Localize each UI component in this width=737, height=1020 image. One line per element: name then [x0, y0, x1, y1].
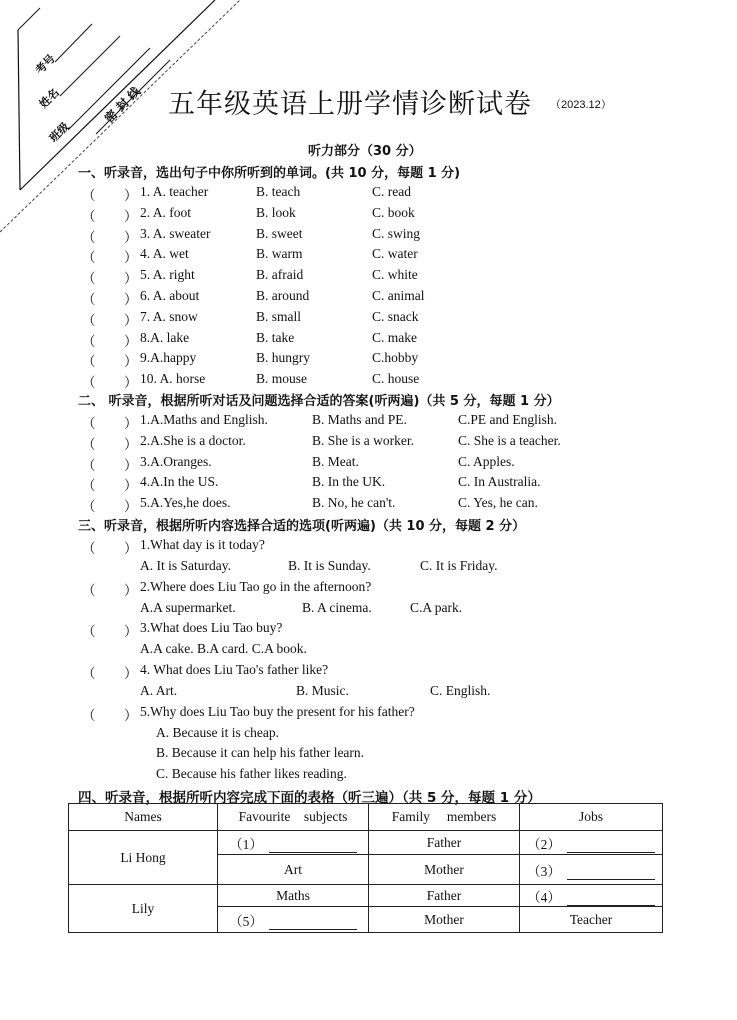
s3-q2-question: 2.Where does Liu Tao go in the afternoon? — [140, 579, 372, 594]
table-blank-cell[interactable] — [520, 855, 663, 885]
answer-paren-close: ） — [124, 250, 138, 266]
s2-option-a: 2.A.She is a doctor. — [140, 432, 246, 448]
s1-option-b: B. teach — [256, 184, 301, 199]
answer-blank[interactable] — [269, 917, 357, 930]
answer-paren-open[interactable]: （ — [82, 333, 96, 349]
section1-heading: 一、听录音，选出句子中你所听到的单词。(共 10 分，每题 1 分) — [78, 166, 461, 181]
answer-paren-open[interactable]: （ — [82, 229, 96, 245]
s1-option-b: B. warm — [256, 246, 303, 262]
answer-paren-close: ） — [124, 416, 138, 431]
s1-option-a: 5. A. right — [140, 267, 195, 283]
answer-paren-open[interactable]: （ — [82, 436, 96, 452]
answer-paren-open[interactable]: （ — [82, 292, 96, 307]
answer-paren-close: ） — [124, 354, 138, 370]
answer-blank[interactable] — [269, 840, 357, 853]
s1-option-b: B. mouse — [256, 371, 308, 387]
s1-option-c: C. snack — [372, 308, 419, 324]
blank-number: （2） — [527, 836, 561, 852]
s3-q5-option-c: C. Because his father likes reading. — [156, 766, 347, 781]
blank-number: （4） — [527, 889, 561, 905]
s3-q3-question: 3.What does Liu Tao buy? — [140, 620, 283, 635]
answer-paren-open[interactable]: （ — [82, 312, 96, 328]
answer-paren-close: ） — [124, 541, 138, 557]
s3-q1-option-b: B. It is Sunday. — [288, 558, 371, 573]
s2-option-b: B. In the UK. — [312, 474, 386, 490]
answer-paren-open[interactable]: （ — [82, 457, 96, 473]
s2-option-a: 1.A.Maths and English. — [140, 412, 268, 427]
answer-paren-open[interactable]: （ — [82, 354, 96, 370]
answer-paren-open[interactable]: （ — [82, 708, 96, 724]
answer-paren-close: ） — [124, 208, 138, 224]
class-label: 班级 — [46, 119, 72, 145]
blank-number: （5） — [229, 913, 263, 929]
s1-option-c: C.hobby — [372, 350, 419, 366]
s2-option-c: C. In Australia. — [458, 474, 541, 490]
s1-option-a: 10. A. horse — [140, 371, 206, 387]
s2-option-c: C. Yes, he can. — [458, 495, 538, 511]
answer-paren-close: ） — [124, 333, 138, 349]
blank-number: （1） — [229, 836, 263, 852]
answer-paren-close: ） — [124, 188, 138, 203]
table-cell: Mother — [369, 907, 520, 933]
table-cell: Teacher — [520, 907, 663, 933]
s1-option-b: B. hungry — [256, 350, 310, 366]
s2-option-c: C.PE and English. — [458, 412, 558, 427]
s1-option-a: 6. A. about — [140, 288, 200, 303]
s1-option-a: 1. A. teacher — [140, 184, 209, 199]
table-cell: Father — [369, 885, 520, 907]
s1-option-b: B. sweet — [256, 225, 303, 241]
answer-paren-open[interactable]: （ — [82, 188, 96, 203]
table-blank-cell[interactable] — [218, 907, 369, 933]
answer-paren-close: ） — [124, 271, 138, 287]
section2-heading: 二、 听录音，根据所听对话及问题选择合适的答案(听两遍)（共 5 分，每题 1 分） — [78, 394, 560, 409]
answer-paren-open[interactable]: （ — [82, 478, 96, 494]
s2-option-c: C. She is a teacher. — [458, 432, 561, 448]
s3-q2-option-b: B. A cinema. — [302, 600, 372, 615]
s1-option-c: C. make — [372, 329, 417, 345]
page-title: 五年级英语上册学情诊断试卷 — [168, 89, 532, 120]
exam-date: （2023.12） — [550, 99, 612, 111]
table-name-cell: Lily — [69, 885, 218, 933]
s1-option-c: C. swing — [372, 225, 421, 241]
table-header: Names — [69, 804, 218, 831]
s2-option-b: B. Meat. — [312, 453, 359, 469]
answer-paren-close: ） — [124, 583, 138, 599]
s2-option-b: B. She is a worker. — [312, 432, 414, 448]
table-header: Family members — [369, 804, 520, 831]
answer-blank[interactable] — [567, 893, 655, 906]
s1-option-a: 7. A. snow — [140, 308, 198, 324]
s3-q1-question: 1.What day is it today? — [140, 537, 265, 552]
table-cell: Art — [218, 855, 369, 885]
s3-q4-option-b: B. Music. — [296, 683, 349, 698]
s1-option-a: 8.A. lake — [140, 329, 190, 345]
s1-option-c: C. white — [372, 267, 418, 283]
s3-q1-option-a: A. It is Saturday. — [140, 558, 231, 573]
s1-option-b: B. around — [256, 288, 310, 303]
answer-paren-open[interactable]: （ — [82, 541, 96, 557]
answer-paren-open[interactable]: （ — [82, 208, 96, 224]
table-cell: Father — [369, 831, 520, 855]
s2-option-b: B. No, he can't. — [312, 495, 396, 511]
answer-paren-close: ） — [124, 375, 138, 391]
answer-paren-open[interactable]: （ — [82, 624, 96, 640]
s3-q5-option-a: A. Because it is cheap. — [156, 725, 279, 740]
answer-paren-open[interactable]: （ — [82, 666, 96, 682]
s1-option-b: B. afraid — [256, 267, 304, 283]
s1-option-b: B. look — [256, 204, 296, 220]
blank-number: （3） — [527, 863, 561, 879]
table-blank-cell[interactable] — [520, 831, 663, 855]
s1-option-c: C. book — [372, 204, 415, 220]
s1-option-b: B. small — [256, 308, 302, 324]
answer-blank[interactable] — [567, 867, 655, 880]
s1-option-a: 2. A. foot — [140, 204, 192, 220]
s3-q4-question: 4. What does Liu Tao's father like? — [140, 662, 329, 677]
s3-q1-option-c: C. It is Friday. — [420, 558, 498, 573]
table-header: Jobs — [520, 804, 663, 831]
answer-paren-close: ） — [124, 478, 138, 494]
s1-option-a: 4. A. wet — [140, 246, 189, 262]
answer-paren-open[interactable]: （ — [82, 583, 96, 599]
s1-option-c: C. read — [372, 184, 411, 199]
answer-paren-close: ） — [124, 229, 138, 245]
s1-option-c: C. animal — [372, 288, 425, 303]
s3-q5-question: 5.Why does Liu Tao buy the present for his father? — [140, 704, 415, 719]
s2-option-c: C. Apples. — [458, 453, 515, 469]
s1-option-c: C. house — [372, 371, 420, 387]
answer-blank[interactable] — [567, 840, 655, 853]
s2-option-a: 3.A.Oranges. — [140, 453, 212, 469]
answer-paren-open[interactable]: （ — [82, 499, 96, 515]
answer-paren-open[interactable]: （ — [82, 271, 96, 287]
answer-paren-open[interactable]: （ — [82, 250, 96, 266]
table-blank-cell[interactable] — [520, 885, 663, 907]
s1-option-a: 9.A.happy — [140, 350, 197, 366]
answer-paren-open[interactable]: （ — [82, 416, 96, 431]
s3-q5-option-b: B. Because it can help his father learn. — [156, 745, 365, 760]
s3-q3-options: A.A cake. B.A card. C.A book. — [140, 641, 307, 656]
answer-paren-close: ） — [124, 436, 138, 452]
answer-paren-close: ） — [124, 292, 138, 307]
table-header: Favourite subjects — [218, 804, 369, 831]
answer-paren-close: ） — [124, 666, 138, 682]
name-label: 姓名 — [36, 85, 62, 111]
s2-option-a: 4.A.In the US. — [140, 474, 219, 490]
answer-paren-close: ） — [124, 312, 138, 328]
table-name-cell: Li Hong — [69, 831, 218, 885]
s1-option-a: 3. A. sweater — [140, 225, 211, 241]
answer-paren-open[interactable]: （ — [82, 375, 96, 391]
s3-q4-option-c: C. English. — [430, 683, 491, 698]
part-title: 听力部分（30 分） — [308, 144, 422, 159]
section4-heading: 四、听录音，根据所听内容完成下面的表格（听三遍）（共 5 分，每题 1 分） — [78, 790, 541, 806]
section3-heading: 三、听录音，根据所听内容选择合适的选项(听两遍)（共 10 分，每题 2 分） — [78, 519, 526, 534]
s2-option-a: 5.A.Yes,he does. — [140, 495, 231, 511]
exam-number-label: 考号 — [32, 51, 58, 77]
s2-option-b: B. Maths and PE. — [312, 412, 407, 427]
s1-option-b: B. take — [256, 329, 295, 345]
s3-q4-option-a: A. Art. — [140, 683, 178, 698]
answer-paren-close: ） — [124, 499, 138, 515]
s1-option-c: C. water — [372, 246, 418, 262]
info-table — [68, 803, 663, 933]
table-cell: Maths — [218, 885, 369, 907]
seal-line-label: 密 封 线 — [101, 84, 144, 126]
table-cell: Mother — [369, 855, 520, 885]
s3-q2-option-c: C.A park. — [410, 600, 463, 615]
answer-paren-close: ） — [124, 708, 138, 724]
s3-q2-option-a: A.A supermarket. — [140, 600, 236, 615]
table-blank-cell[interactable] — [218, 831, 369, 855]
answer-paren-close: ） — [124, 457, 138, 473]
answer-paren-close: ） — [124, 624, 138, 640]
